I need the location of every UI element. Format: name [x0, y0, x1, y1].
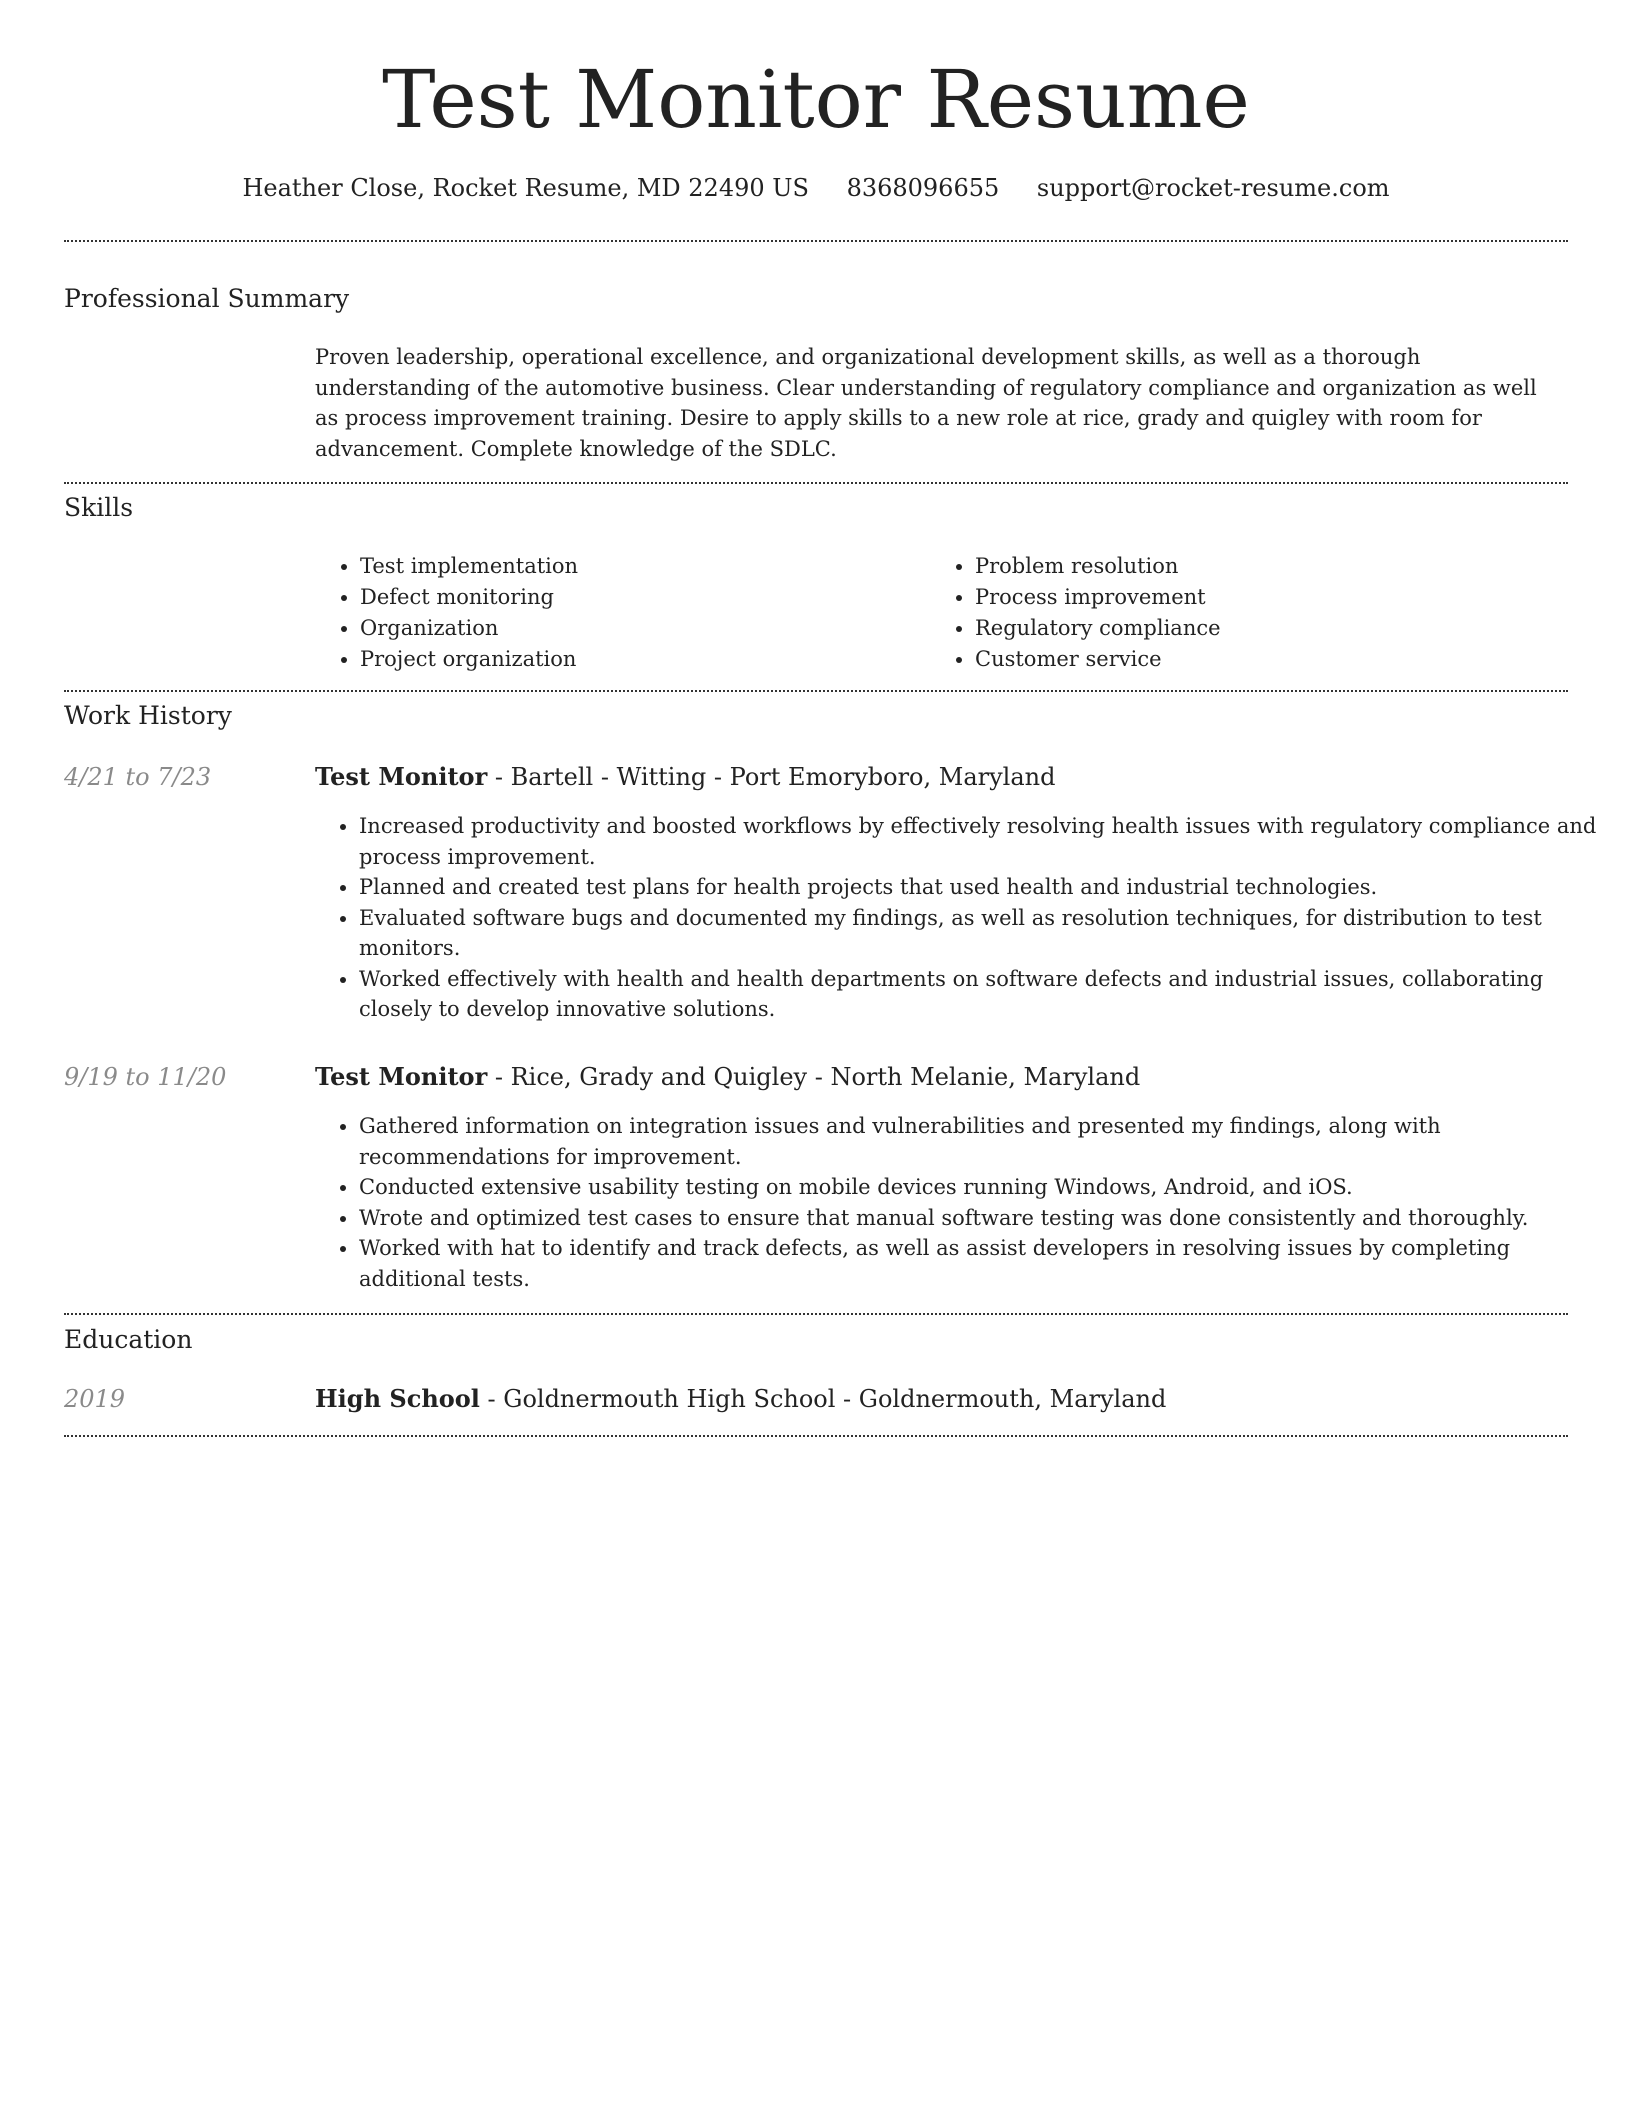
divider: [64, 1435, 1568, 1437]
education-details: - Goldnermouth High School - Goldnermouth, Maryland: [479, 1385, 1167, 1413]
job-bullet: • Worked effectively with health and health departments on software defects and industrial issues, collaborating closely to develop innovative solutions.: [359, 964, 1609, 1025]
job-bullets: [315, 811, 1609, 1025]
skills-list-right: [930, 551, 1535, 675]
divider: [64, 1313, 1568, 1315]
job-dates: 4/21 to 7/23: [64, 763, 212, 791]
resume-title: Test Monitor Resume: [382, 53, 1250, 146]
job-title: [315, 761, 1055, 793]
skill-item: • Customer service: [975, 644, 1535, 675]
skill-item: • Regulatory compliance: [975, 613, 1535, 644]
job-details: - Bartell - Witting - Port Emoryboro, Maryland: [487, 763, 1056, 791]
divider: [64, 240, 1568, 242]
job-bullet: • Conducted extensive usability testing on mobile devices running Windows, Android, and iOS.: [359, 1172, 1609, 1203]
phone: 8368096655: [846, 174, 1000, 202]
skill-item: • Defect monitoring: [360, 582, 920, 613]
job-bullet: • Worked with hat to identify and track defects, as well as assist developers in resolving issues by completing additional tests.: [359, 1233, 1609, 1294]
skills-heading: Skills: [64, 493, 134, 522]
education-year: 2019: [64, 1385, 126, 1413]
job-title: [315, 1061, 1140, 1093]
job-role: Test Monitor: [315, 1062, 488, 1091]
skills-list-left: [315, 551, 920, 675]
divider: [64, 482, 1568, 484]
education-title: [315, 1383, 1166, 1415]
education-degree: High School: [315, 1384, 480, 1413]
summary-heading: Professional Summary: [64, 284, 350, 313]
job-bullet: • Gathered information on integration issues and vulnerabilities and presented my findings, along with recommendations for improvement.: [359, 1111, 1609, 1172]
email-link[interactable]: support@rocket-resume.com: [1036, 174, 1390, 202]
job-bullet: • Evaluated software bugs and documented my findings, as well as resolution techniques, for distribution to test monitors.: [359, 903, 1609, 964]
job-bullet: • Increased productivity and boosted workflows by effectively resolving health issues with regulatory compliance and process improvement.: [359, 811, 1609, 872]
skill-item: • Organization: [360, 613, 920, 644]
skill-item: • Test implementation: [360, 551, 920, 582]
job-bullet: • Planned and created test plans for health projects that used health and industrial technologies.: [359, 872, 1609, 903]
job-role: Test Monitor: [315, 762, 488, 791]
skill-item: • Problem resolution: [975, 551, 1535, 582]
job-bullet: • Wrote and optimized test cases to ensure that manual software testing was done consistently and thoroughly.: [359, 1203, 1609, 1234]
skill-item: • Process improvement: [975, 582, 1535, 613]
summary-text: Proven leadership, operational excellence, and organizational development skills, as well as a thorough understanding of the automotive business. Clear understanding of regulatory compliance and organization as well as process improvement training. Desire to apply skills to a new role at rice, grady and quigley with room for advancement. Complete knowledge of the SDLC.: [315, 345, 1537, 461]
job-details: - Rice, Grady and Quigley - North Melanie, Maryland: [487, 1063, 1141, 1091]
work-heading: Work History: [64, 701, 232, 730]
job-dates: 9/19 to 11/20: [64, 1063, 227, 1091]
job-bullets: [315, 1111, 1609, 1294]
skill-item: • Project organization: [360, 644, 920, 675]
divider: [64, 690, 1568, 692]
address: Heather Close, Rocket Resume, MD 22490 US: [242, 174, 809, 202]
contact-line: [0, 172, 1632, 204]
education-heading: Education: [64, 1325, 193, 1354]
